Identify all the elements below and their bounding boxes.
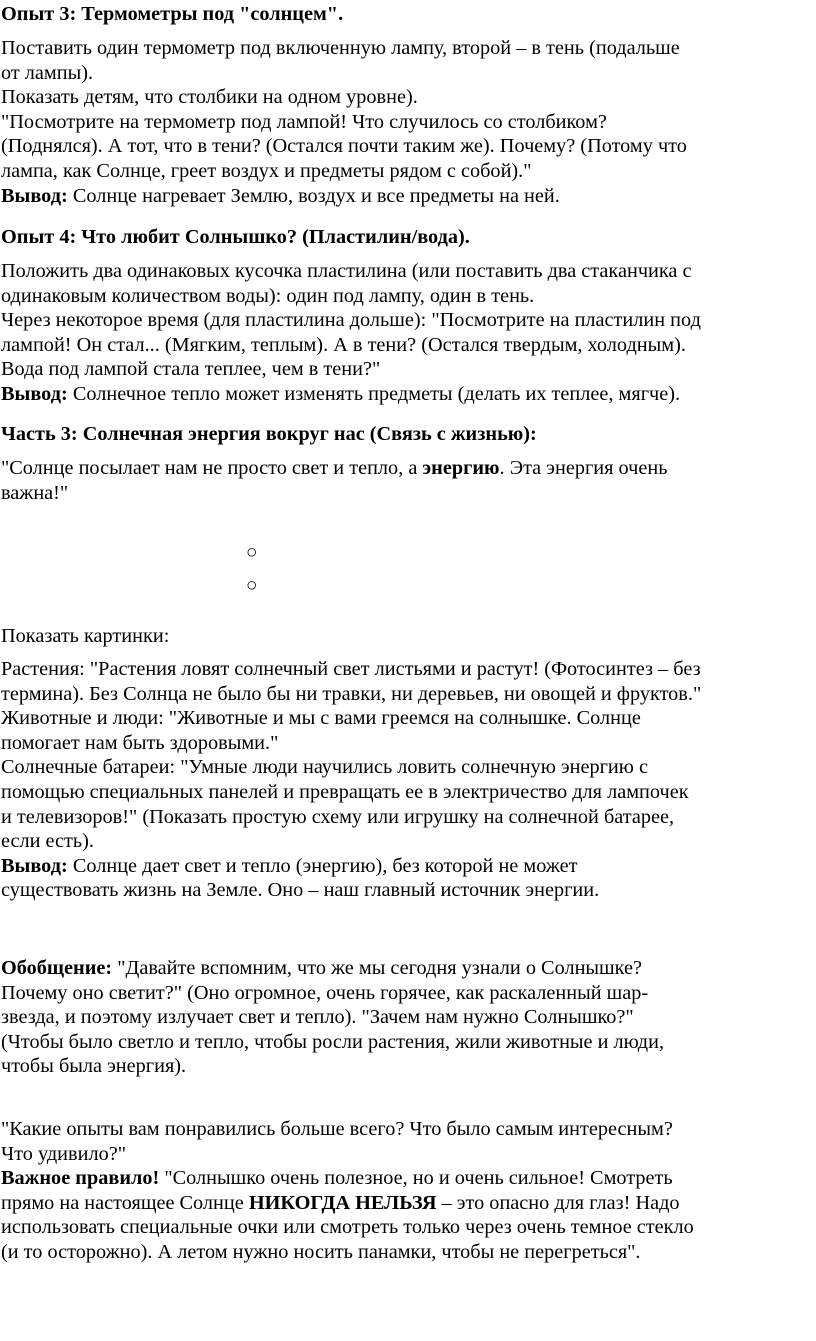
experiment-4-block (1, 225, 470, 250)
paragraph-line: помогает нам быть здоровыми." (1, 731, 279, 754)
conclusion-line (1, 854, 701, 879)
experiment-3-block (1, 2, 343, 27)
text-run: "Солнце посылает нам не просто свет и тепло, а (1, 457, 423, 479)
experiment-4-title: Опыт 4: Что любит Солнышко? (Пластилин/вода). (1, 226, 470, 248)
paragraph-line: Показать картинки: (1, 625, 170, 647)
paragraph-line: "Какие опыты вам понравились больше всего? Что было самым интересным? (1, 1118, 673, 1140)
paragraph-line: Через некоторое время (для пластилина дольше): "Посмотрите на пластилин под (1, 309, 701, 332)
paragraph-line: лампа, как Солнце, греет воздух и предметы рядом с собой)." (1, 159, 532, 182)
conclusion-text: Солнечное тепло может изменять предметы (делать их теплее, мягче). (67, 382, 681, 405)
experiment-4-body (1, 259, 701, 407)
text-run: "Солнышко очень полезное, но и очень сильное! Смотреть (159, 1167, 673, 1190)
part-3-title: Часть 3: Солнечная энергия вокруг нас (Связь с жизнью): (1, 423, 537, 445)
list-item (0, 571, 812, 604)
hollow-circle-bullet-icon: ○ (246, 575, 258, 596)
paragraph-line: использовать специальные очки или смотреть только через очень темное стекло (1, 1216, 694, 1239)
paragraph-line (1, 456, 667, 481)
paragraph-line: помощью специальных панелей и превращать ее в электричество для лампочек (1, 780, 689, 803)
paragraph-line: "Посмотрите на термометр под лампой! Что случилось со столбиком? (1, 110, 607, 133)
show-pictures-line (1, 624, 169, 649)
hollow-circle-bullet-icon: ○ (246, 542, 258, 563)
paragraph-line (1, 956, 664, 981)
paragraph-line: важна!" (1, 481, 69, 504)
questions-block (1, 1117, 694, 1265)
empty-bullet-list (0, 538, 812, 604)
experiment-3-title: Опыт 3: Термометры под "солнцем". (1, 3, 344, 25)
rule-label: Важное правило! (1, 1167, 160, 1190)
paragraph-line: Показать детям, что столбики на одном уровне). (1, 86, 418, 109)
conclusion-label: Вывод: (1, 854, 68, 877)
paragraph-line: Растения: "Растения ловят солнечный свет листьями и растут! (Фотосинтез – без (1, 658, 701, 680)
paragraph-line (1, 1166, 694, 1191)
paragraph-line: звезда, и поэтому излучает свет и тепло). "Зачем нам нужно Солнышко?" (1, 1006, 634, 1029)
paragraph-line: Почему оно светит?" (Оно огромное, очень горячее, как раскаленный шар- (1, 981, 649, 1004)
paragraph-line: термина). Без Солнца не было бы ни травки, ни деревьев, ни овощей и фруктов." (1, 682, 702, 705)
conclusion-label: Вывод: (1, 184, 68, 207)
paragraph-line: Вода под лампой стала теплее, чем в тени?" (1, 358, 381, 381)
text-run: прямо на настоящее Солнце (1, 1191, 249, 1214)
part-3-body (1, 657, 701, 903)
paragraph-line: если есть). (1, 830, 94, 853)
conclusion-label: Вывод: (1, 382, 68, 405)
paragraph-line: (Чтобы было светло и тепло, чтобы росли растения, жили животные и люди, (1, 1030, 665, 1053)
paragraph-line: одинаковым количеством воды): один под лампу, один в тень. (1, 284, 535, 307)
paragraph-line: Поставить один термометр под включенную лампу, второй – в тень (подальше (1, 37, 680, 59)
emphasis-word: энергию (422, 457, 500, 479)
list-item (0, 538, 812, 571)
paragraph-line: Положить два одинаковых кусочка пластилина (или поставить два стаканчика с (1, 260, 692, 282)
part-3-heading-block (1, 422, 537, 447)
emphasis-text: НИКОГДА НЕЛЬЗЯ (248, 1191, 437, 1214)
paragraph-line: существовать жизнь на Земле. Оно – наш главный источник энергии. (1, 879, 600, 902)
conclusion-line (1, 184, 687, 209)
paragraph-line: и телевизоров!" (Показать простую схему или игрушку на солнечной батарее, (1, 805, 675, 828)
paragraph-line: лампой! Он стал... (Мягким, теплым). А в тени? (Остался твердым, холодным). (1, 333, 686, 356)
summary-block (1, 956, 664, 1079)
summary-label: Обобщение: (1, 957, 113, 979)
conclusion-text: Солнце нагревает Землю, воздух и все предметы на ней. (67, 184, 560, 207)
experiment-3-body (1, 36, 687, 208)
text-run: . Эта энергия очень (499, 457, 668, 479)
paragraph-line: (Поднялся). А тот, что в тени? (Остался почти таким же). Почему? (Потому что (1, 135, 687, 158)
paragraph-line: Животные и люди: "Животные и мы с вами греемся на солнышке. Солнце (1, 707, 641, 730)
paragraph-line (1, 1191, 694, 1216)
paragraph-line: (и то осторожно). А летом нужно носить панамки, чтобы не перегреться". (1, 1240, 641, 1263)
text-run: – это опасно для глаз! Надо (436, 1191, 680, 1214)
conclusion-line (1, 382, 701, 407)
paragraph-line: Солнечные батареи: "Умные люди научились ловить солнечную энергию с (1, 756, 649, 779)
paragraph-line: Что удивило?" (1, 1142, 126, 1165)
conclusion-text: Солнце дает свет и тепло (энергию), без которой не может (67, 854, 578, 877)
paragraph-line: от лампы). (1, 61, 94, 84)
part-3-intro (1, 456, 667, 505)
paragraph-line: чтобы была энергия). (1, 1055, 187, 1078)
text-run: "Давайте вспомним, что же мы сегодня узнали о Солнышке? (112, 957, 643, 979)
